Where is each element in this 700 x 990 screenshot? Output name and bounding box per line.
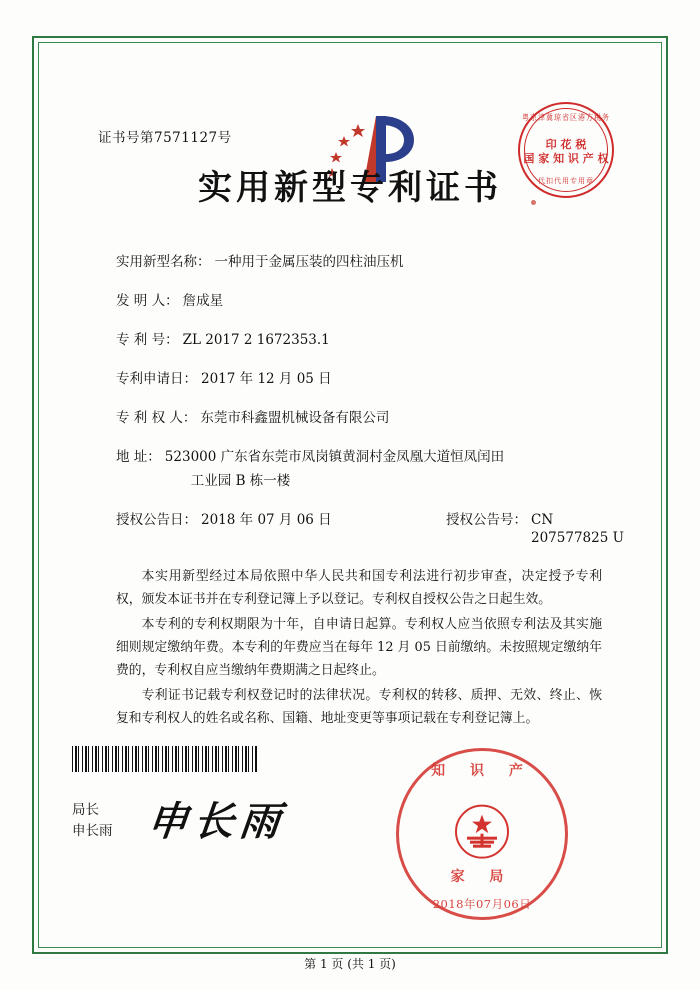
certificate-fields [72, 253, 628, 547]
certificate-body-text [72, 565, 628, 730]
field-label: 发 明 人： [116, 293, 179, 309]
title-dot-mark [531, 200, 536, 205]
page-footer: 第 1 页 (共 1 页) [304, 957, 396, 971]
seal-date: 2018年07月06日 [432, 897, 532, 911]
tax-stamp-line2: 国 家 知 识 产 权 [523, 152, 609, 165]
field-label: 专 利 号： [116, 332, 179, 348]
field-row-patent-number [116, 331, 628, 349]
certificate-number: 证书号第7571127号 [98, 130, 232, 146]
paragraph-1: 本实用新型经过本局依照中华人民共和国专利法进行初步审查，决定授予专利权，颁发本证书并在专利登记簿上予以登记。专利权自授权公告之日起生效。 [116, 569, 602, 607]
address-line2: 工业园 B 栋一楼 [190, 473, 291, 489]
field-row-utility-model-name [116, 253, 628, 271]
paragraph-2: 本专利的专利权期限为十年，自申请日起算。专利权人应当依照专利法及其实施细则规定缴纳年费。本专利的年费应当在每年 12 月 05 日前缴纳。未按照规定缴纳年费的，专利权自应当缴纳年费期满之日起终止。 [116, 617, 602, 678]
official-seal-stamp [396, 748, 568, 920]
field-grant-date [116, 511, 446, 547]
field-label: 专利申请日： [116, 371, 197, 387]
field-row-patentee [116, 409, 628, 427]
field-value: 2017 年 12 月 05 日 [201, 371, 332, 387]
field-value: 东莞市科鑫盟机械设备有限公司 [200, 410, 390, 426]
certificate-header [72, 60, 628, 185]
seal-text-bottom: 家 局 [450, 869, 514, 885]
field-label: 授权公告日： [116, 512, 197, 528]
tax-stamp-arc-top: 粤京津冀琼省区港方税务 [522, 113, 610, 123]
director-label: 局长 [72, 802, 99, 818]
tax-stamp-arc-bottom: 代扣代用专用章 [538, 177, 594, 185]
page-title-text: 实用新型专利证书 [198, 168, 502, 208]
field-value: 一种用于金属压装的四柱油压机 [214, 254, 404, 270]
field-row-inventor [116, 292, 628, 310]
field-row-application-date [116, 370, 628, 388]
field-value: 詹成星 [182, 293, 224, 309]
field-grant-publication-number [446, 511, 628, 547]
field-row-grant-info [116, 511, 628, 547]
field-value: 2018 年 07 月 06 日 [201, 512, 332, 528]
field-label: 地 址： [116, 449, 161, 465]
field-value: CN 207577825 U [531, 512, 624, 546]
signature-block [72, 800, 113, 842]
tax-stamp-line1: 印 花 税 [545, 138, 587, 151]
national-emblem-icon [453, 803, 511, 861]
field-label: 实用新型名称： [116, 254, 211, 270]
barcode [72, 746, 258, 772]
director-name: 申长雨 [72, 823, 113, 839]
paragraph-3: 专利证书记载专利权登记时的法律状况。专利权的转移、质押、无效、终止、恢复和专利权人的姓名或名称、国籍、地址变更等事项记载在专利登记簿上。 [116, 688, 602, 726]
field-value: ZL 2017 2 1672353.1 [182, 332, 330, 348]
field-row-address [116, 448, 628, 490]
certificate-content [38, 42, 662, 948]
field-label: 授权公告号： [446, 512, 527, 528]
address-line1: 523000 广东省东莞市凤岗镇黄洞村金凤凰大道恒凤闰田 [164, 449, 505, 465]
seal-text-top: 知 识 产 [431, 763, 533, 779]
field-label: 专 利 权 人： [116, 410, 197, 426]
handwritten-signature: 申长雨 [145, 798, 289, 845]
page-title [72, 160, 628, 209]
field-value-address [161, 448, 628, 490]
